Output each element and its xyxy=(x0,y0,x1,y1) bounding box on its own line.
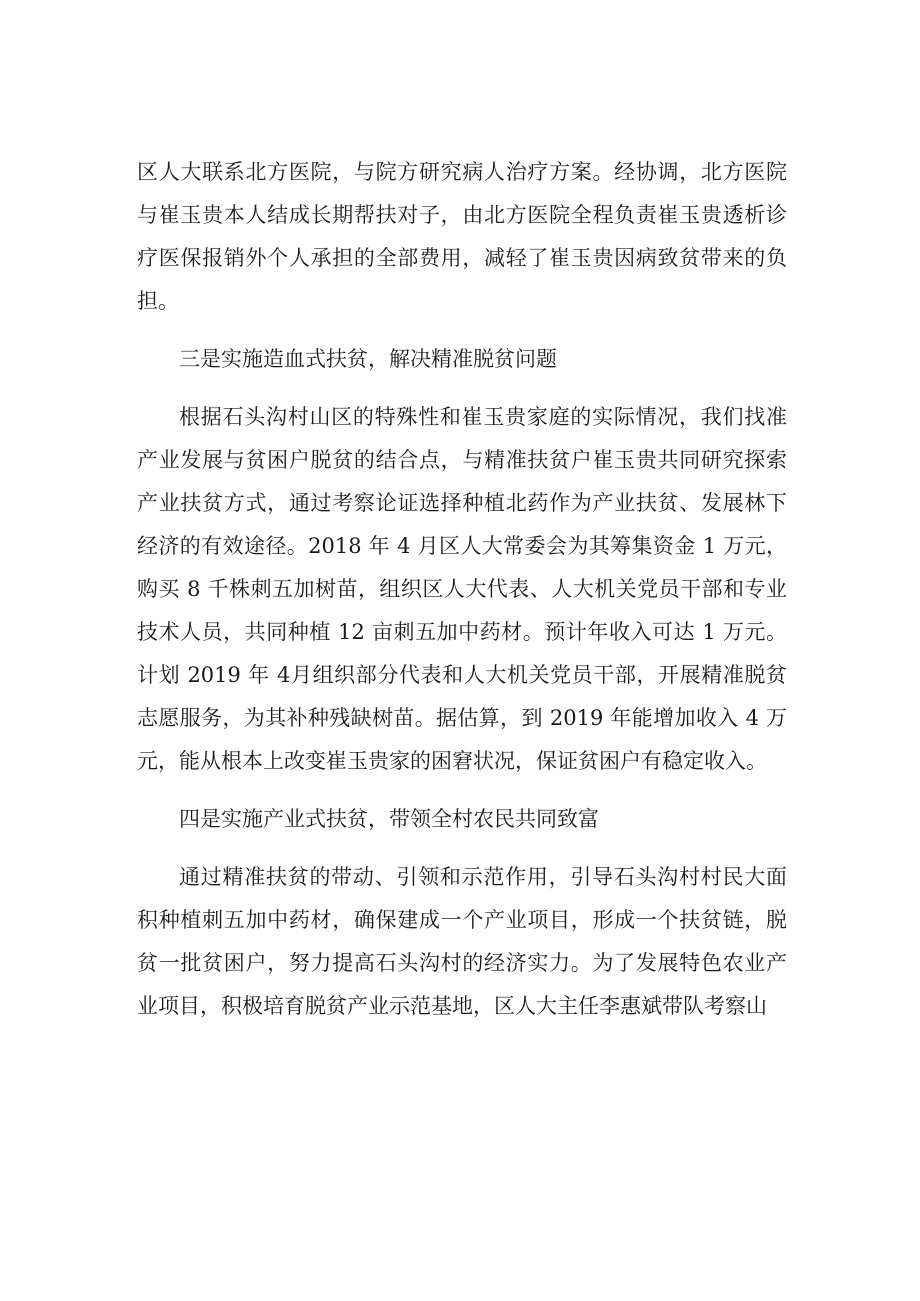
document-body xyxy=(137,151,787,1028)
paragraph-continuation: 区人大联系北方医院，与院方研究病人治疗方案。经协调，北方医院与崔玉贵本人结成长期帮扶对子，由北方医院全程负责崔玉贵透析诊疗医保报销外个人承担的全部费用，减轻了崔玉贵因病致贫带来的负担。 xyxy=(137,160,787,313)
section-heading-three: 三是实施造血式扶贫，解决精准脱贫问题 xyxy=(179,347,557,371)
paragraph-village-industry: 通过精准扶贫的带动、引领和示范作用，引导石头沟村村民大面积种植刺五加中药材，确保建成一个产业项目，形成一个扶贫链，脱贫一批贫困户，努力提高石头沟村的经济实力。为了发展特色农业产业项目，积极培育脱贫产业示范基地，区人大主任李惠斌带队考察山 xyxy=(137,865,787,1018)
section-heading-four: 四是实施产业式扶贫，带领全村农民共同致富 xyxy=(179,807,599,831)
paragraph-industry-plan: 根据石头沟村山区的特殊性和崔玉贵家庭的实际情况，我们找准产业发展与贫困户脱贫的结合点，与精准扶贫户崔玉贵共同研究探索产业扶贫方式，通过考察论证选择种植北药作为产业扶贫、发展林下经济的有效途径。2018 年 4 月区人大常委会为其筹集资金 1 万元，购买 8 千株刺五加树苗，组织区人大代表、人大机关党员干部和专业技术人员，共同种植 12 亩刺五加中药材。预计年收入可达 1 万元。计划 2019 年 4月组织部分代表和人大机关党员干部，开展精准脱贫志愿服务，为其补种残缺树苗。据估算，到 2019 年能增加收入 4 万元，能从根本上改变崔玉贵家的困窘状况，保证贫困户有稳定收入。 xyxy=(137,405,787,773)
